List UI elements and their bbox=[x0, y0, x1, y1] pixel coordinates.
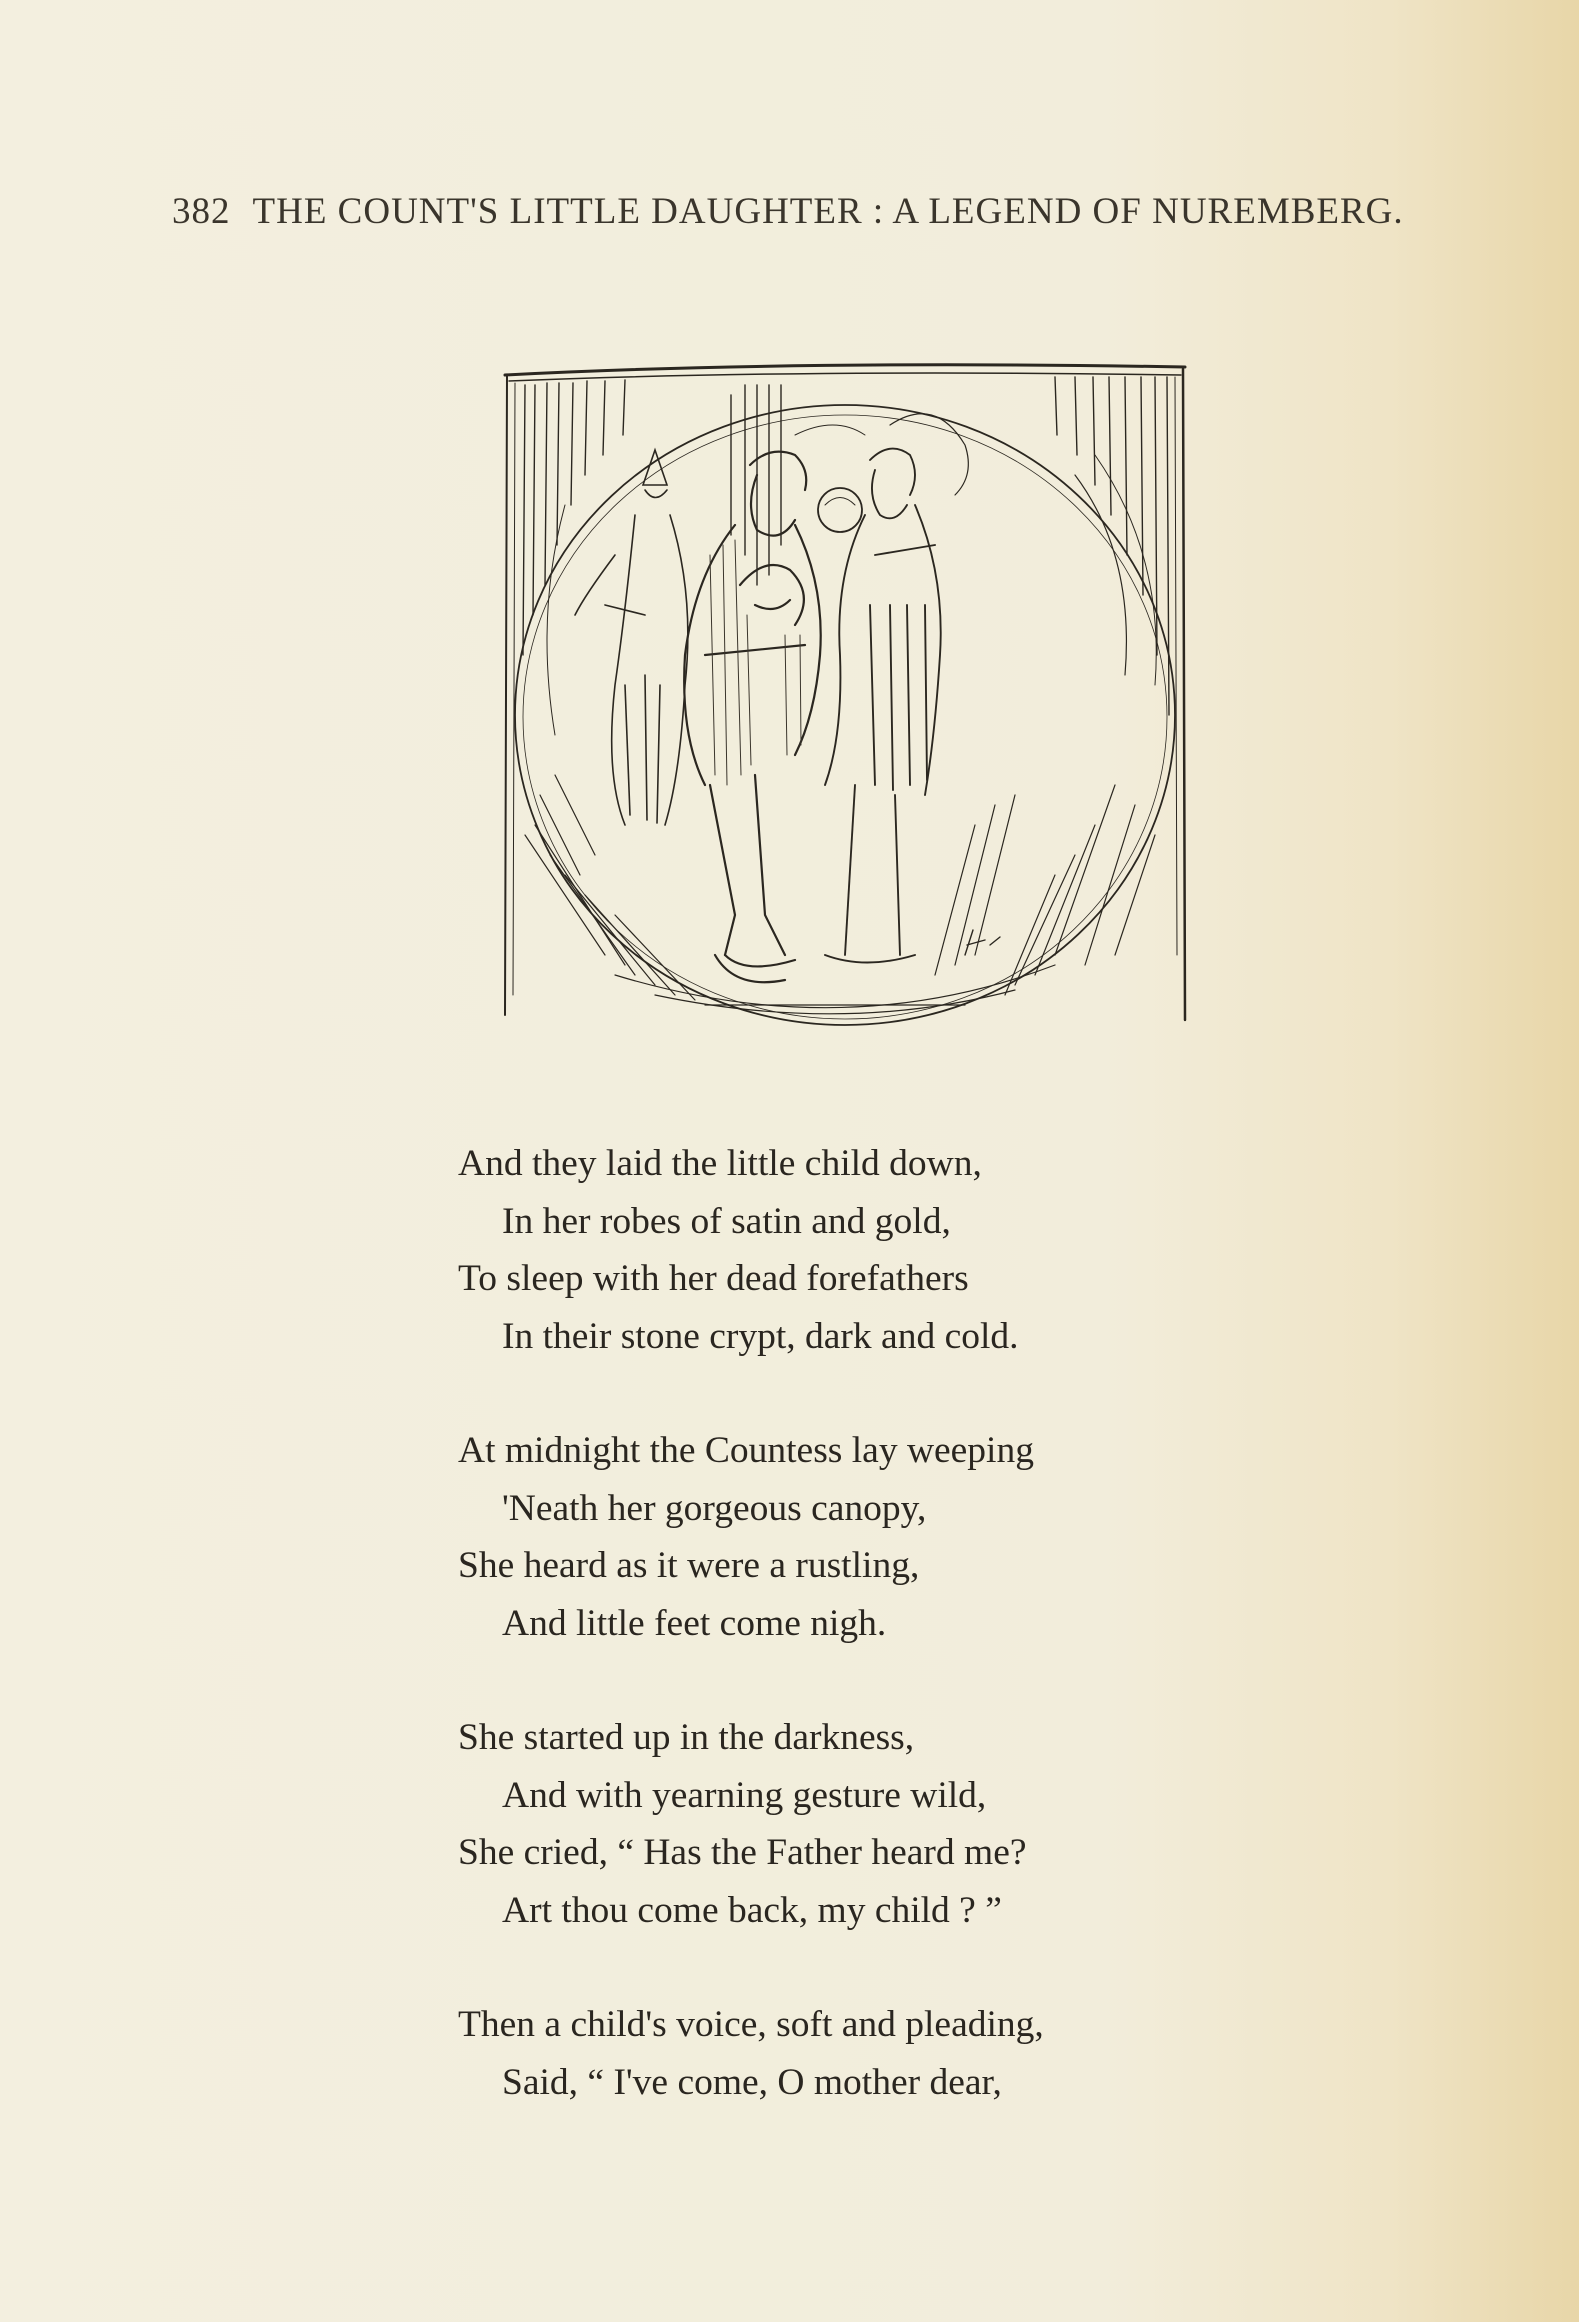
poem-line: Then a child's voice, soft and pleading, bbox=[458, 2004, 1044, 2045]
poem bbox=[458, 1135, 1358, 2168]
poem-line: At midnight the Countess lay weeping bbox=[458, 1430, 1034, 1471]
stanza-3 bbox=[458, 1709, 1358, 1939]
poem-line: She started up in the darkness, bbox=[458, 1717, 915, 1758]
stanza-2 bbox=[458, 1422, 1358, 1652]
engraving-mourning-family-icon bbox=[495, 355, 1195, 1035]
poem-line: And little feet come nigh. bbox=[502, 1602, 887, 1644]
poem-line: To sleep with her dead forefathers bbox=[458, 1258, 969, 1299]
poem-line: She heard as it were a rustling, bbox=[458, 1545, 920, 1586]
poem-line: And they laid the little child down, bbox=[458, 1143, 982, 1184]
poem-line: Art thou come back, my child ? ” bbox=[502, 1889, 1002, 1931]
running-header bbox=[172, 190, 1512, 233]
poem-line: She cried, “ Has the Father heard me? bbox=[458, 1832, 1027, 1873]
running-title: THE COUNT'S LITTLE DAUGHTER : A LEGEND OF NUREMBERG. bbox=[252, 191, 1404, 232]
poem-line: And with yearning gesture wild, bbox=[502, 1774, 987, 1816]
poem-line: In their stone crypt, dark and cold. bbox=[502, 1315, 1019, 1357]
poem-line: In her robes of satin and gold, bbox=[502, 1200, 951, 1242]
page-number: 382 bbox=[172, 191, 231, 232]
poem-line: Said, “ I've come, O mother dear, bbox=[502, 2061, 1002, 2103]
poem-line: 'Neath her gorgeous canopy, bbox=[502, 1487, 927, 1529]
stanza-4 bbox=[458, 1996, 1358, 2111]
stanza-1 bbox=[458, 1135, 1358, 1365]
